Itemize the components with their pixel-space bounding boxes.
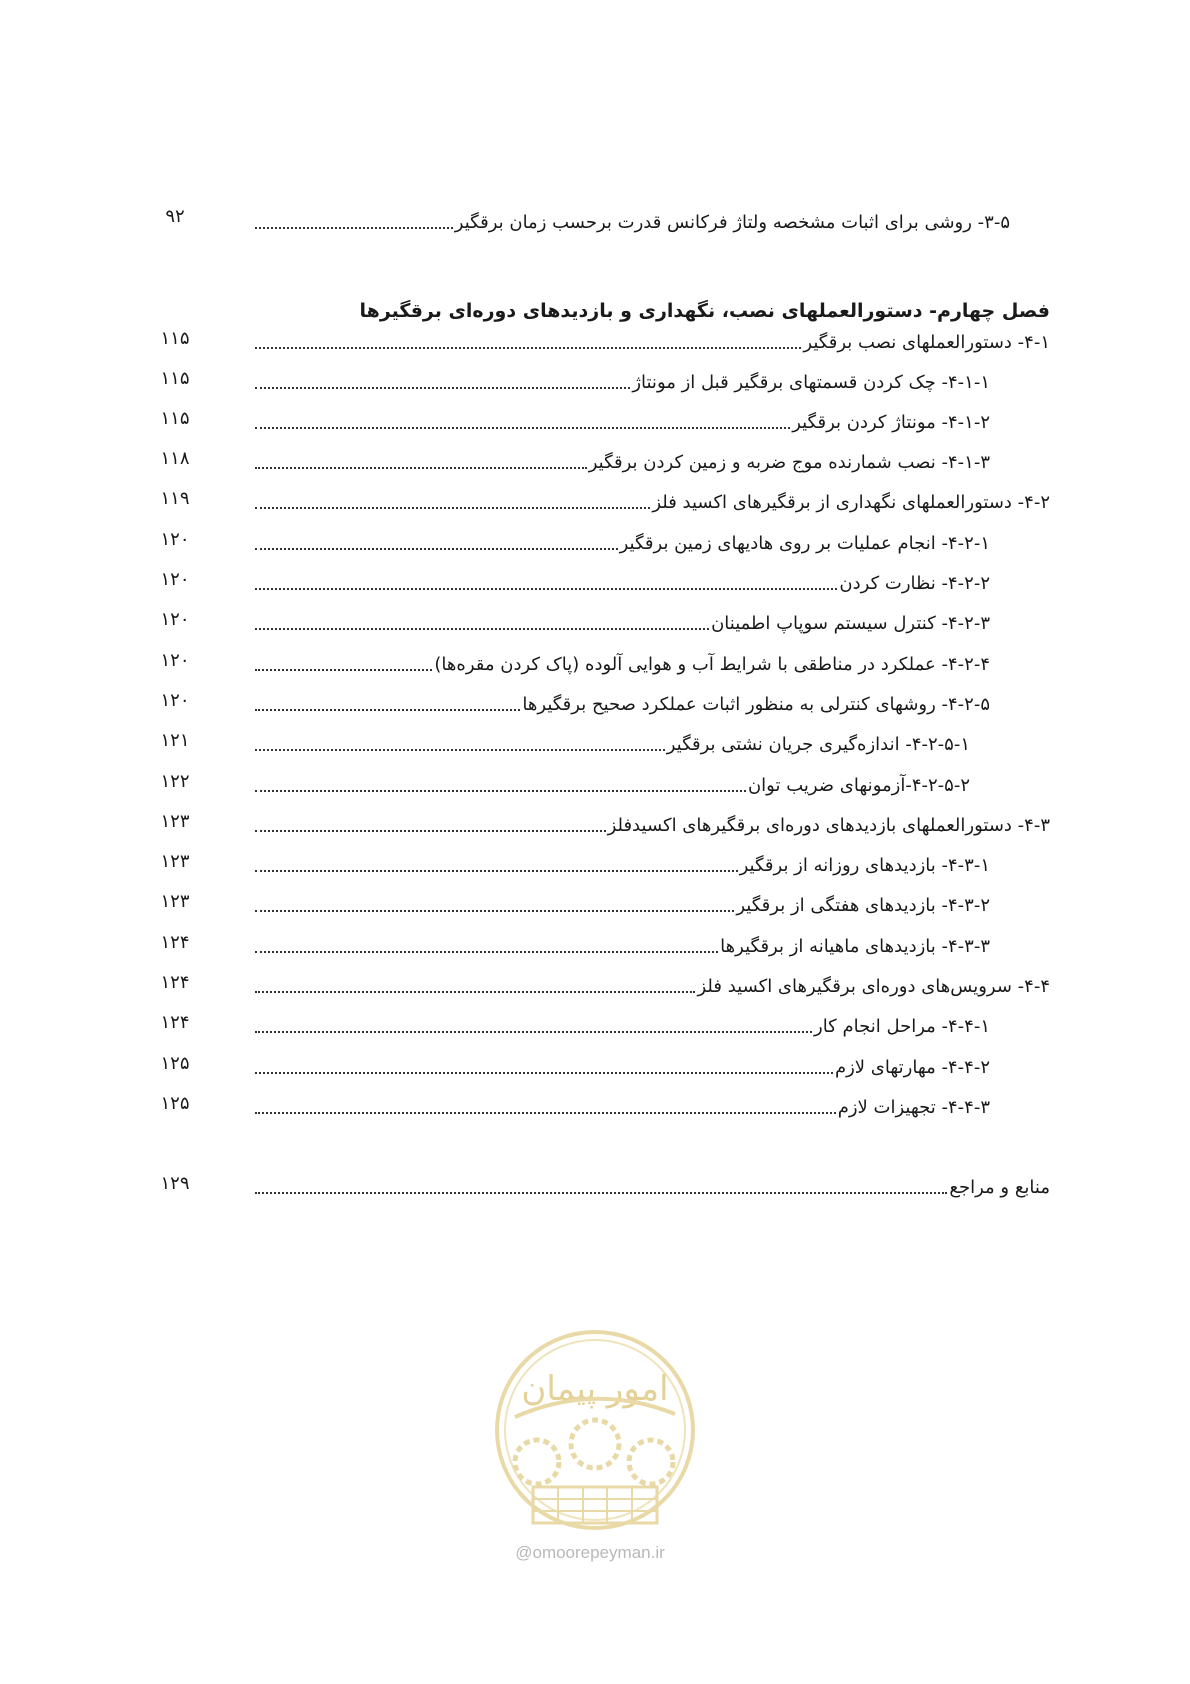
toc-entry-title: ۴-۳-۲- بازدیدهای هفتگی از برقگیر — [736, 895, 990, 916]
toc-page-number: ۱۲۳ — [160, 811, 190, 832]
dot-leader — [255, 227, 453, 229]
toc-entry-title: ۴-۳-۳- بازدیدهای ماهیانه از برقگیرها — [720, 936, 990, 957]
dot-leader — [255, 507, 650, 509]
toc-entry[interactable] — [255, 808, 1050, 838]
watermark-url: @omoorepeyman.ir — [515, 1543, 665, 1562]
toc-page-number: ۹۲ — [165, 206, 185, 227]
toc-page-number: ۱۲۵ — [160, 1053, 190, 1074]
toc-entry[interactable] — [255, 606, 990, 636]
dot-leader — [255, 749, 665, 751]
toc-entry-title: ۴-۲-۲- نظارت کردن — [839, 573, 990, 594]
toc-entry-title: ۴-۳- دستورالعملهای بازدیدهای دوره‌ای برقگیرهای اکسیدفلز — [607, 815, 1050, 836]
dot-leader — [255, 467, 587, 469]
dot-leader — [255, 628, 709, 630]
dot-leader — [255, 347, 801, 349]
toc-page-number: ۱۲۴ — [160, 1012, 190, 1033]
toc-entry[interactable] — [255, 325, 1050, 355]
toc-entry-references[interactable] — [255, 1170, 1050, 1200]
toc-entry-title: ۴-۲-۱- انجام عملیات بر روی هادیهای زمین برقگیر — [619, 533, 990, 554]
toc-page-number: ۱۱۵ — [160, 408, 190, 429]
toc-entry[interactable] — [255, 405, 990, 435]
toc-page-number: ۱۱۵ — [160, 368, 190, 389]
toc-entry-title: ۴-۲-۴- عملکرد در مناطقی با شرایط آب و هوایی آلوده (پاک کردن مقره‌ها) — [434, 654, 990, 675]
toc-page-number: ۱۲۴ — [160, 972, 190, 993]
toc-entry[interactable] — [255, 365, 990, 395]
toc-entry-title: ۴-۲-۵-۱- اندازه‌گیری جریان نشتی برقگیر — [666, 734, 970, 755]
toc-entry[interactable] — [255, 929, 990, 959]
toc-entry-title: ۴-۴-۳- تجهیزات لازم — [837, 1097, 990, 1118]
toc-entry[interactable] — [255, 768, 970, 798]
dot-leader — [255, 548, 618, 550]
toc-entry[interactable] — [255, 205, 1010, 235]
dot-leader — [255, 1192, 947, 1194]
toc-entry[interactable] — [255, 727, 970, 757]
toc-entry-title: ۴-۲- دستورالعملهای نگهداری از برقگیرهای اکسید فلز — [652, 492, 1050, 513]
dot-leader — [255, 709, 520, 711]
toc-entry[interactable] — [255, 848, 990, 878]
dot-leader — [255, 387, 630, 389]
toc-entry[interactable] — [255, 1050, 990, 1080]
toc-entry-title: ۴-۱- دستورالعملهای نصب برقگیر — [803, 332, 1050, 353]
toc-page-number: ۱۱۵ — [160, 328, 190, 349]
toc-entry[interactable] — [255, 566, 990, 596]
toc-entry-title: ۴-۴-۱- مراحل انجام کار — [814, 1016, 990, 1037]
toc-page-number: ۱۲۰ — [160, 569, 190, 590]
toc-page-number: ۱۲۰ — [160, 690, 190, 711]
toc-entry[interactable] — [255, 687, 990, 717]
toc-page-number: ۱۲۳ — [160, 851, 190, 872]
toc-entry[interactable] — [255, 485, 1050, 515]
watermark-logo — [485, 1322, 705, 1572]
watermark-logo-text: امور پیمان — [521, 1369, 669, 1409]
toc-entry[interactable] — [255, 1090, 990, 1120]
dot-leader — [255, 1112, 836, 1114]
toc-entry[interactable] — [255, 445, 990, 475]
toc-entry[interactable] — [255, 969, 1050, 999]
dot-leader — [255, 427, 790, 429]
toc-page-number: ۱۱۹ — [160, 488, 190, 509]
chapter-heading: فصل چهارم- دستورالعملهای نصب، نگهداری و بازدیدهای دوره‌ای برقگیرها — [359, 300, 1050, 322]
dot-leader — [255, 951, 718, 953]
toc-page-number: ۱۱۸ — [160, 448, 190, 469]
toc-entry-title: ۴-۳-۱- بازدیدهای روزانه از برقگیر — [739, 855, 990, 876]
toc-page-number: ۱۲۲ — [160, 771, 190, 792]
toc-entry-title: ۴-۱-۲- مونتاژ کردن برقگیر — [792, 412, 990, 433]
toc-page-number: ۱۲۰ — [160, 609, 190, 630]
toc-page-number: ۱۲۱ — [160, 730, 190, 751]
toc-entry[interactable] — [255, 888, 990, 918]
toc-page-number: ۱۲۹ — [160, 1173, 190, 1194]
toc-entry-title: ۴-۴-۲- مهارتهای لازم — [834, 1057, 990, 1078]
toc-entry-title: منابع و مراجع — [949, 1177, 1050, 1198]
toc-entry-title: ۴-۱-۱- چک کردن قسمتهای برقگیر قبل از مونتاژ — [632, 372, 990, 393]
toc-entry-title: ۴-۲-۳- کنترل سیستم سوپاپ اطمینان — [711, 613, 990, 634]
toc-page-number: ۱۲۳ — [160, 891, 190, 912]
toc-entry[interactable] — [255, 647, 990, 677]
dot-leader — [255, 588, 837, 590]
dot-leader — [255, 830, 606, 832]
toc-entry-title: ۴-۲-۵- روشهای کنترلی به منظور اثبات عملکرد صحیح برقگیرها — [522, 694, 990, 715]
dot-leader — [255, 991, 695, 993]
toc-entry-title: ۴-۴- سرویس‌های دوره‌ای برقگیرهای اکسید فلز — [697, 976, 1050, 997]
toc-page-number: ۱۲۰ — [160, 529, 190, 550]
toc-page-number: ۱۲۴ — [160, 932, 190, 953]
dot-leader — [255, 870, 738, 872]
toc-entry-title: ۳-۵- روشی برای اثبات مشخصه ولتاژ فرکانس قدرت برحسب زمان برقگیر — [454, 212, 1010, 233]
toc-entry[interactable] — [255, 1009, 990, 1039]
dot-leader — [255, 1072, 833, 1074]
toc-entry-title: ۴-۲-۵-۲-آزمونهای ضریب توان — [747, 775, 970, 796]
toc-page-number: ۱۲۰ — [160, 650, 190, 671]
toc-entry-title: ۴-۱-۳- نصب شمارنده موج ضربه و زمین کردن برقگیر — [588, 452, 990, 473]
dot-leader — [255, 910, 734, 912]
dot-leader — [255, 1031, 812, 1033]
dot-leader — [255, 790, 746, 792]
toc-entry[interactable] — [255, 526, 990, 556]
at-icon: @ — [515, 1543, 533, 1562]
dot-leader — [255, 669, 432, 671]
toc-page-number: ۱۲۵ — [160, 1093, 190, 1114]
